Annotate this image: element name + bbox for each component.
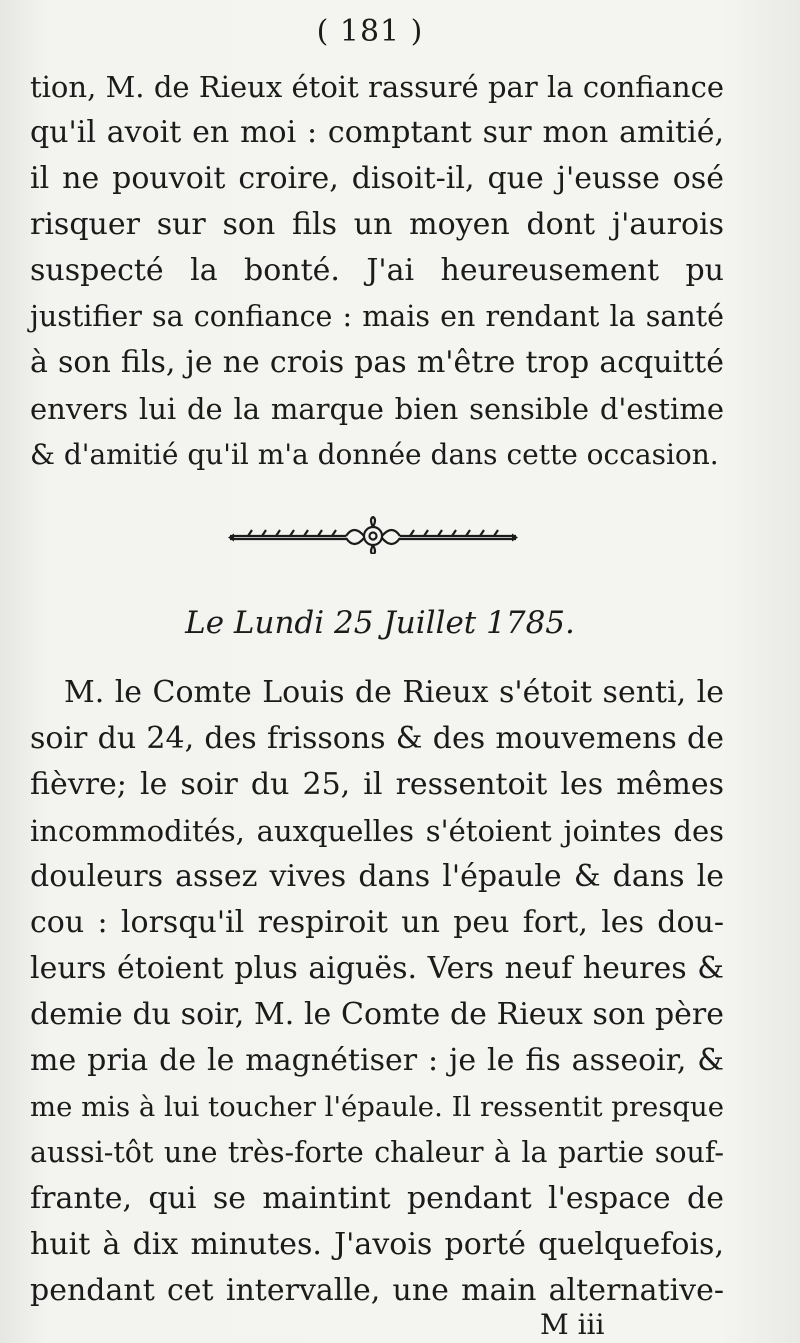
ornament-divider-icon <box>228 516 518 554</box>
text-line: cou : lorsqu'il respiroit un peu fort, les dou- <box>30 905 724 940</box>
paragraph-1 <box>30 64 724 478</box>
page-number: ( 181 ) <box>316 14 424 49</box>
text-line: M. le Comte Louis de Rieux s'étoit senti, le <box>64 675 724 710</box>
text-line: risquer sur son fils un moyen dont j'aurois <box>30 207 724 242</box>
text-line: il ne pouvoit croire, disoit-il, que j'eusse osé <box>30 161 724 196</box>
text-line: me pria de le magnétiser : je le fis asseoir, & <box>30 1043 724 1078</box>
text-line: douleurs assez vives dans l'épaule & dans le <box>30 859 724 894</box>
text-line: aussi-tôt une très-forte chaleur à la partie souf- <box>30 1136 724 1169</box>
text-line: fièvre; le soir du 25, il ressentoit les mêmes <box>30 767 724 802</box>
text-line: justifier sa confiance : mais en rendant la santé <box>30 300 724 333</box>
text-line: tion, M. de Rieux étoit rassuré par la confiance <box>30 70 724 104</box>
text-line: frante, qui se maintint pendant l'espace de <box>30 1181 724 1216</box>
paragraph-2 <box>30 670 724 1314</box>
text-line: soir du 24, des frissons & des mouvemens de <box>30 721 724 756</box>
text-line: & d'amitié qu'il m'a donnée dans cette occasion. <box>30 438 719 471</box>
text-line: suspecté la bonté. J'ai heureusement pu <box>30 253 724 288</box>
text-line: leurs étoient plus aiguës. Vers neuf heures & <box>30 951 724 986</box>
text-line: huit à dix minutes. J'avois porté quelquefois, <box>30 1227 724 1262</box>
entry-heading: Le Lundi 25 Juillet 1785. <box>185 605 575 641</box>
text-line: qu'il avoit en moi : comptant sur mon amitié, <box>30 115 724 150</box>
text-line: à son fils, je ne crois pas m'être trop acquitté <box>30 345 724 380</box>
text-line: incommodités, auxquelles s'étoient jointes des <box>30 814 724 848</box>
text-line: envers lui de la marque bien sensible d'estime <box>30 392 724 426</box>
text-line: demie du soir, M. le Comte de Rieux son père <box>30 997 724 1032</box>
signature-mark: M iii <box>540 1308 605 1341</box>
text-line: pendant cet intervalle, une main alternative- <box>30 1273 724 1308</box>
text-line: me mis à lui toucher l'épaule. Il ressentit presque <box>30 1091 724 1123</box>
